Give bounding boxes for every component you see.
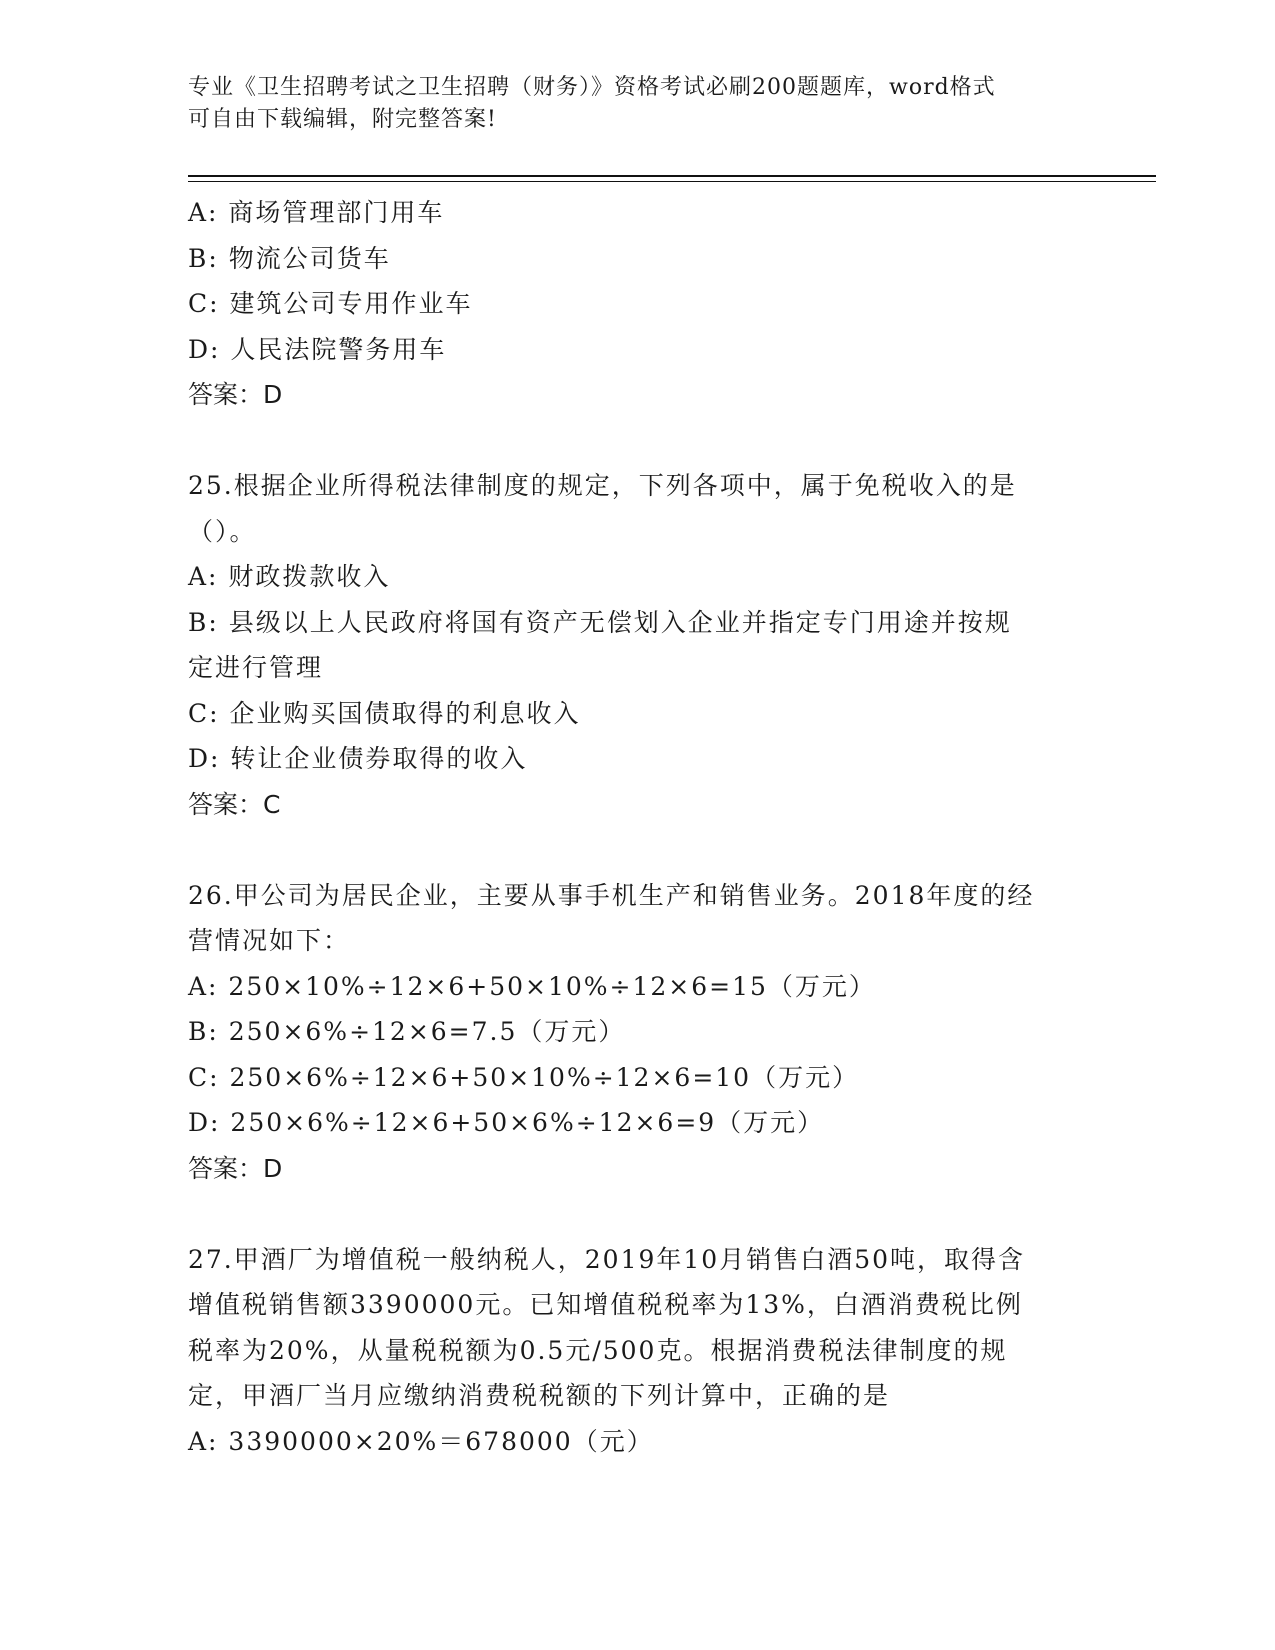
option-c: C: 建筑公司专用作业车 xyxy=(188,289,473,318)
question-stem-line: 26.甲公司为居民企业，主要从事手机生产和销售业务。2018年度的经 xyxy=(188,880,1035,910)
spacer xyxy=(188,827,1088,873)
option-d: D: 250×6%÷12×6+50×6%÷12×6=9（万元） xyxy=(188,1108,825,1137)
option-a: A: 250×10%÷12×6+50×10%÷12×6=15（万元） xyxy=(188,971,876,1001)
question-stem-line: （）。 xyxy=(188,516,257,546)
option-a: A: 财政拨款收入 xyxy=(188,562,391,591)
option-c: C: 企业购买国债取得的利息收入 xyxy=(188,698,581,728)
answer: 答案：D xyxy=(188,380,283,409)
option-d: D: 人民法院警务用车 xyxy=(188,334,447,364)
question-stem-line: 营情况如下： xyxy=(188,926,351,955)
question-list xyxy=(188,190,1088,1464)
header-divider-thick xyxy=(188,175,1156,177)
question-25 xyxy=(188,463,1088,827)
answer: 答案：C xyxy=(188,789,281,819)
option-b-continued: 定进行管理 xyxy=(188,653,324,682)
question-stem-line: 27.甲酒厂为增值税一般纳税人，2019年10月销售白酒50吨，取得含 xyxy=(188,1244,1026,1274)
question-stem-line: 增值税销售额3390000元。已知增值税税率为13%，白酒消费税比例 xyxy=(188,1290,1023,1319)
header-divider-thin xyxy=(188,181,1156,182)
question-24 xyxy=(188,190,1088,418)
option-a: A: 3390000×20%＝678000（元） xyxy=(188,1426,654,1456)
option-a: A: 商场管理部门用车 xyxy=(188,198,445,227)
question-stem-line: 25.根据企业所得税法律制度的规定，下列各项中，属于免税收入的是 xyxy=(188,471,1017,500)
question-stem-line: 定，甲酒厂当月应缴纳消费税税额的下列计算中，正确的是 xyxy=(188,1381,891,1410)
spacer xyxy=(188,418,1088,464)
option-b: B: 县级以上人民政府将国有资产无偿划入企业并指定专门用途并按规 xyxy=(188,607,1012,637)
header-line-2: 可自由下载编辑，附完整答案! xyxy=(188,107,497,132)
option-c: C: 250×6%÷12×6+50×10%÷12×6=10（万元） xyxy=(188,1062,860,1092)
option-b: B: 250×6%÷12×6=7.5（万元） xyxy=(188,1017,626,1046)
question-27 xyxy=(188,1237,1088,1465)
option-d: D: 转让企业债券取得的收入 xyxy=(188,744,528,773)
question-stem-line: 税率为20%，从量税税额为0.5元/500克。根据消费税法律制度的规 xyxy=(188,1335,1008,1365)
spacer xyxy=(188,1191,1088,1237)
header-line-1: 专业《卫生招聘考试之卫生招聘（财务）》资格考试必刷200题题库，word格式 xyxy=(188,75,996,100)
option-b: B: 物流公司货车 xyxy=(188,243,391,273)
question-26 xyxy=(188,873,1088,1192)
document-header xyxy=(188,72,1088,136)
answer: 答案：D xyxy=(188,1153,283,1183)
